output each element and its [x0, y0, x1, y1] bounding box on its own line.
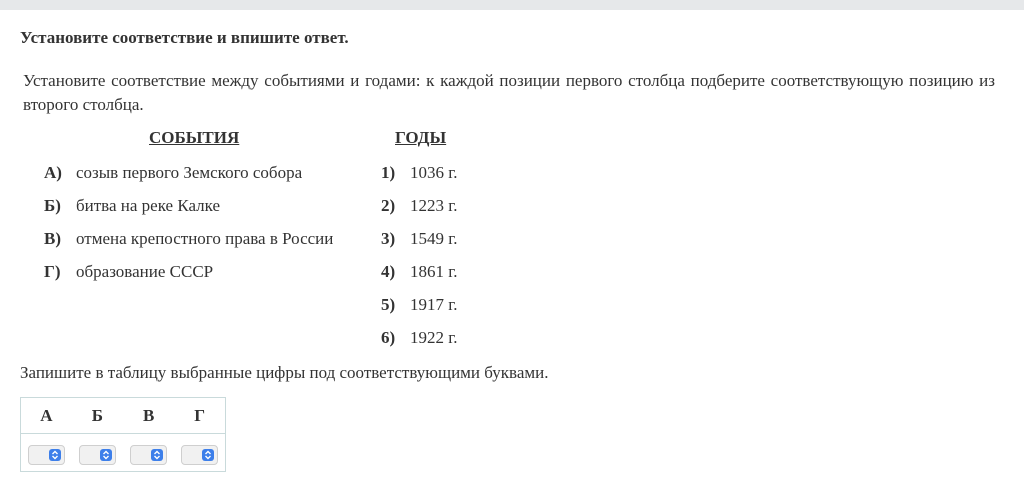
answer-letter-v: В — [123, 398, 174, 434]
event-item-g — [44, 260, 213, 284]
answer-cell-v — [123, 434, 174, 472]
year-key: 6) — [381, 328, 396, 347]
year-key: 1) — [381, 163, 396, 182]
years-column-header: ГОДЫ — [395, 128, 447, 147]
event-text: образование СССР — [76, 262, 214, 281]
year-item-2 — [381, 194, 458, 218]
event-text: созыв первого Земского собора — [76, 163, 303, 182]
answer-table-select-row — [21, 434, 226, 472]
answer-select-a[interactable] — [28, 445, 65, 465]
event-text: отмена крепостного права в России — [76, 229, 334, 248]
year-item-4 — [381, 260, 458, 284]
task-title: Установите соответствие и впишите ответ. — [20, 28, 349, 47]
top-strip — [0, 0, 1024, 10]
event-key: А) — [44, 163, 62, 182]
year-text: 1861 г. — [410, 262, 458, 281]
year-item-1 — [381, 161, 458, 185]
event-text: битва на реке Калке — [76, 196, 221, 215]
select-arrows-icon — [100, 449, 112, 461]
answer-select-b[interactable] — [79, 445, 116, 465]
answer-cell-a — [21, 434, 72, 472]
event-item-a — [44, 161, 302, 185]
task-instruction: Установите соответствие между событиями и годами: к каждой позиции первого столбца подберите соответствующую позицию из второго столбца. — [23, 71, 995, 114]
select-arrows-icon — [151, 449, 163, 461]
year-item-5 — [381, 293, 458, 317]
event-key: В) — [44, 229, 61, 248]
event-item-b — [44, 194, 220, 218]
answer-prompt: Запишите в таблицу выбранные цифры под соответствующими буквами. — [20, 363, 549, 382]
year-key: 3) — [381, 229, 396, 248]
year-key: 4) — [381, 262, 396, 281]
year-key: 5) — [381, 295, 396, 314]
answer-table — [20, 397, 226, 472]
year-item-3 — [381, 227, 458, 251]
select-arrows-icon — [202, 449, 214, 461]
year-text: 1549 г. — [410, 229, 458, 248]
year-text: 1922 г. — [410, 328, 458, 347]
answer-cell-g — [174, 434, 225, 472]
year-item-6 — [381, 326, 458, 350]
answer-select-v[interactable] — [130, 445, 167, 465]
answer-select-g[interactable] — [181, 445, 218, 465]
answer-letter-b: Б — [72, 398, 123, 434]
year-text: 1036 г. — [410, 163, 458, 182]
year-text: 1223 г. — [410, 196, 458, 215]
answer-cell-b — [72, 434, 123, 472]
year-key: 2) — [381, 196, 396, 215]
answer-letter-a: А — [21, 398, 72, 434]
answer-table-header-row — [21, 398, 226, 434]
events-column-header: СОБЫТИЯ — [149, 128, 240, 147]
answer-letter-g: Г — [174, 398, 225, 434]
event-item-v — [44, 227, 333, 251]
event-key: Г) — [44, 262, 61, 281]
event-key: Б) — [44, 196, 61, 215]
select-arrows-icon — [49, 449, 61, 461]
year-text: 1917 г. — [410, 295, 458, 314]
